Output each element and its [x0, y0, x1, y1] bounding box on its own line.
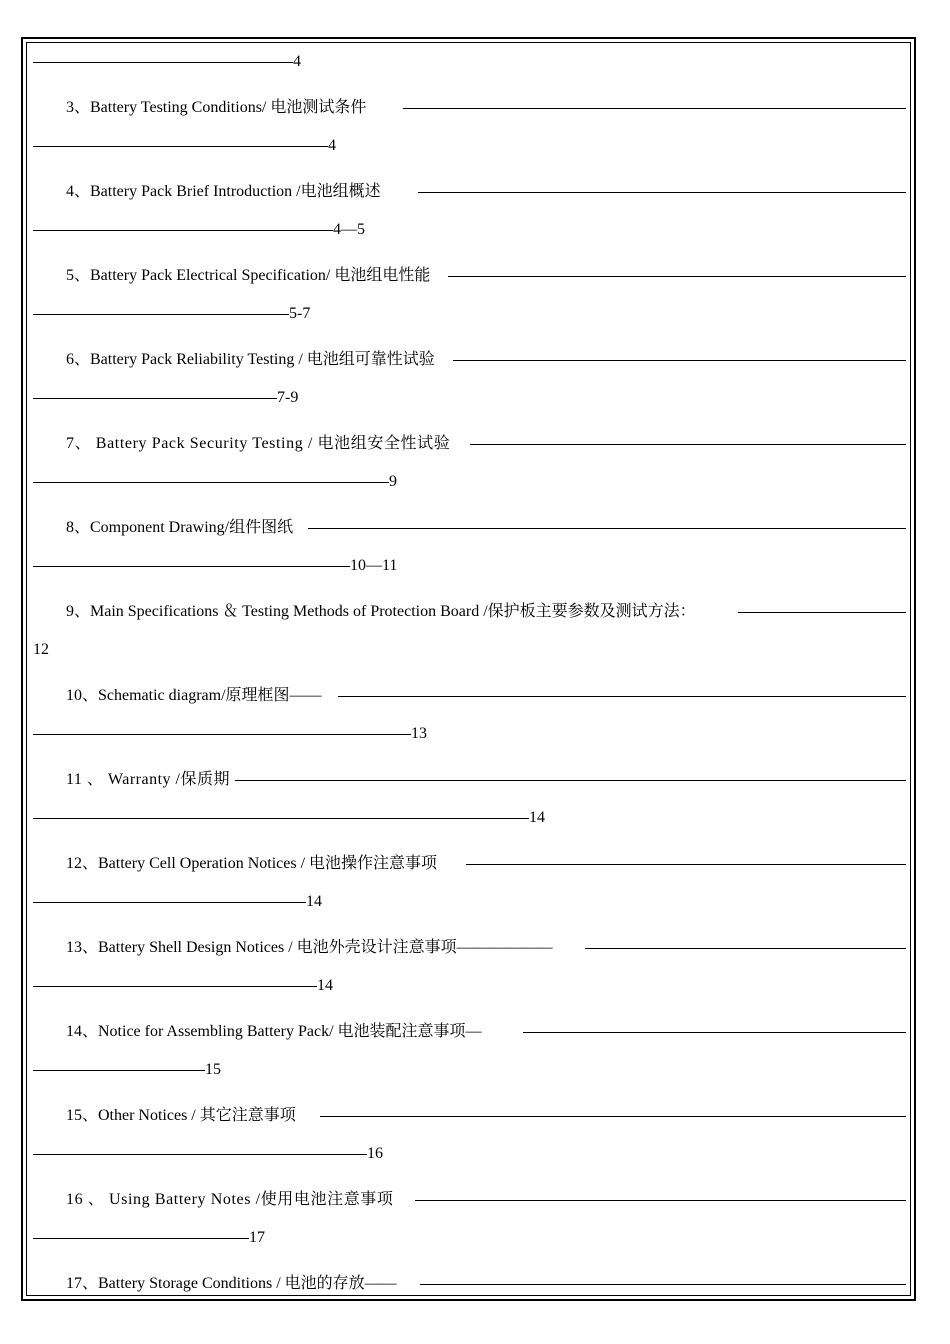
toc-page: 17: [249, 1226, 265, 1250]
toc-entry-8[interactable]: [33, 516, 906, 540]
toc-page: 10—11: [350, 554, 397, 578]
leader-dashes: [33, 566, 350, 567]
leader-dashes: [235, 780, 906, 781]
toc-page: 4: [293, 52, 301, 74]
toc-page: 13: [411, 722, 427, 746]
toc-label: 10、Schematic diagram/原理框图——: [66, 687, 322, 704]
leader-dashes: [33, 1154, 367, 1155]
toc-label: 4、Battery Pack Brief Introduction /电池组概述: [66, 183, 381, 200]
toc-entry-6-line2: [33, 386, 906, 410]
toc-entry-4-line2: [33, 218, 906, 242]
leader-dashes: [453, 360, 906, 361]
leader-dashes: [33, 62, 293, 63]
toc-entry-11-line2: [33, 806, 906, 830]
toc-label: 5、Battery Pack Electrical Specification/ 电池组电性能: [66, 267, 431, 284]
toc-page: 4—5: [333, 218, 365, 242]
toc-label: 7、 Battery Pack Security Testing / 电池组安全性试验: [66, 435, 451, 452]
leader-dashes: [470, 444, 906, 445]
toc-entry-12-line2: [33, 890, 906, 914]
toc-entry-8-line2: [33, 554, 906, 578]
toc-page: 7-9: [277, 386, 298, 410]
table-of-contents: [33, 52, 906, 1296]
leader-dashes: [33, 986, 317, 987]
toc-label: 12、Battery Cell Operation Notices / 电池操作注意事项: [66, 855, 438, 872]
leader-dashes: [466, 864, 906, 865]
toc-entry-7[interactable]: [33, 432, 906, 456]
toc-entry-5-line2: [33, 302, 906, 326]
toc-label: 14、Notice for Assembling Battery Pack/ 电池装配注意事项—: [66, 1023, 482, 1040]
toc-label: 13、Battery Shell Design Notices / 电池外壳设计注意事项——————: [66, 939, 553, 956]
toc-entry-7-line2: [33, 470, 906, 494]
leader-dashes: [403, 108, 906, 109]
toc-page: 14: [317, 974, 333, 998]
toc-label: 6、Battery Pack Reliability Testing / 电池组可靠性试验: [66, 351, 435, 368]
leader-dashes: [415, 1200, 906, 1201]
leader-dashes: [420, 1284, 906, 1285]
toc-entry-2-line2: [33, 52, 906, 74]
toc-entry-16-line2: [33, 1226, 906, 1250]
toc-entry-11[interactable]: [33, 768, 906, 792]
toc-label: 9、Main Specifications ＆ Testing Methods of Protection Board /保护板主要参数及测试方法：: [66, 603, 696, 620]
leader-dashes: [320, 1116, 906, 1117]
toc-entry-3[interactable]: [33, 96, 906, 120]
toc-entry-9-line2: [33, 638, 906, 662]
leader-dashes: [33, 146, 328, 147]
toc-entry-3-line2: [33, 134, 906, 158]
toc-label: 15、Other Notices / 其它注意事项: [66, 1107, 296, 1124]
toc-entry-10-line2: [33, 722, 906, 746]
leader-dashes: [33, 902, 306, 903]
toc-entry-15-line2: [33, 1142, 906, 1166]
leader-dashes: [33, 734, 411, 735]
toc-page: 9: [389, 470, 397, 494]
toc-entry-10[interactable]: [33, 684, 906, 708]
toc-page: 12: [33, 638, 49, 662]
leader-dashes: [448, 276, 906, 277]
toc-page: 5-7: [289, 302, 310, 326]
leader-dashes: [523, 1032, 906, 1033]
toc-entry-14[interactable]: [33, 1020, 906, 1044]
leader-dashes: [33, 818, 529, 819]
toc-label: 16 、 Using Battery Notes /使用电池注意事项: [66, 1191, 394, 1208]
toc-page: 4: [328, 134, 336, 158]
toc-entry-12[interactable]: [33, 852, 906, 876]
toc-page: 15: [205, 1058, 221, 1082]
toc-page: 14: [529, 806, 545, 830]
toc-label: 8、Component Drawing/组件图纸: [66, 519, 294, 536]
toc-entry-13-line2: [33, 974, 906, 998]
toc-page: 14: [306, 890, 322, 914]
toc-entry-4[interactable]: [33, 180, 906, 204]
leader-dashes: [33, 230, 333, 231]
toc-entry-13[interactable]: [33, 936, 906, 960]
leader-dashes: [33, 398, 277, 399]
toc-entry-14-line2: [33, 1058, 906, 1082]
leader-dashes: [33, 1070, 205, 1071]
toc-entry-5[interactable]: [33, 264, 906, 288]
toc-label: 3、Battery Testing Conditions/ 电池测试条件: [66, 99, 367, 116]
leader-dashes: [33, 314, 289, 315]
leader-dashes: [738, 612, 906, 613]
toc-label: 17、Battery Storage Conditions / 电池的存放——: [66, 1275, 397, 1292]
toc-entry-15[interactable]: [33, 1104, 906, 1128]
toc-label: 11 、 Warranty /保质期: [66, 771, 230, 788]
leader-dashes: [418, 192, 906, 193]
toc-entry-16[interactable]: [33, 1188, 906, 1212]
leader-dashes: [33, 1238, 249, 1239]
leader-dashes: [308, 528, 906, 529]
leader-dashes: [585, 948, 906, 949]
toc-entry-6[interactable]: [33, 348, 906, 372]
leader-dashes: [33, 482, 389, 483]
toc-entry-17[interactable]: [33, 1272, 906, 1296]
toc-page: 16: [367, 1142, 383, 1166]
toc-entry-9[interactable]: [33, 600, 906, 624]
leader-dashes: [338, 696, 906, 697]
